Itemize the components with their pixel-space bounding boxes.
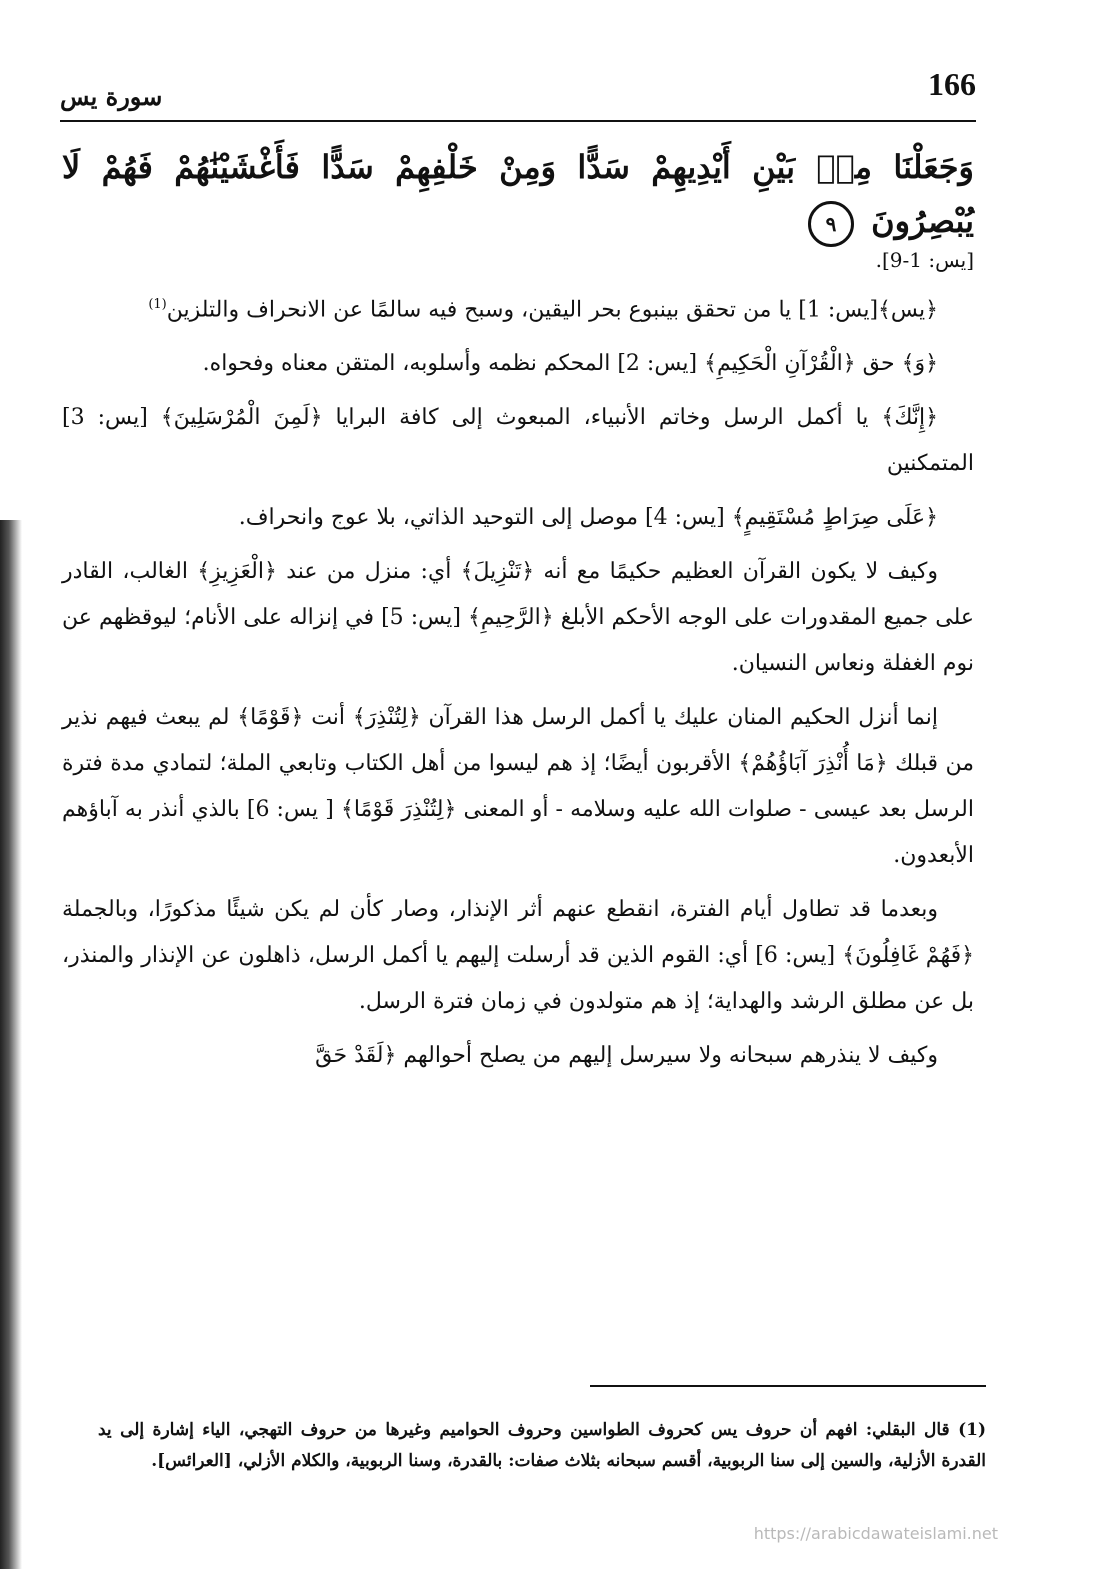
paragraph: وبعدما قد تطاول أيام الفترة، انقطع عنهم أثر الإنذار، وصار كأن لم يكن شيئًا مذكورًا، وبالجملة ﴿فَهُمْ غَافِلُونَ﴾ [يس: 6] أي: القوم الذين قد أرسلت إليهم يا أكمل الرسل، ذاهلون عن الإنذار والمنذر، بل عن مطلق الرشد والهداية؛ إذ هم متولدون في زمان فترة الرسل. <box>62 897 974 1015</box>
scan-shadow-edge <box>0 520 22 1569</box>
page-body <box>62 140 974 1087</box>
footnote-marker: (1) <box>148 297 167 312</box>
paragraph: ﴿وَ﴾ حق ﴿الْقُرْآنِ الْحَكِيمِ﴾ [يس: 2] المحكم نظمه وأسلوبه، المتقن معناه وفحواه. <box>202 351 938 377</box>
page-header <box>60 60 976 122</box>
verse-text: وَجَعَلْنَا مِنۢ بَيْنِ أَيْدِيهِمْ سَدًّا وَمِنْ خَلْفِهِمْ سَدًّا فَأَغْشَيْنَٰهُمْ فَهُمْ لَا يُبْصِرُونَ <box>62 148 974 240</box>
ayah-number-icon: ٩ <box>808 201 854 247</box>
quran-verse <box>62 140 974 248</box>
surah-title: سورة يس <box>60 82 163 111</box>
verse-reference: [يس: 1-9]. <box>875 248 974 272</box>
paragraph: ﴿إِنَّكَ﴾ يا أكمل الرسل وخاتم الأنبياء، المبعوث إلى كافة البرايا ﴿لَمِنَ الْمُرْسَلِينَ﴾ [يس: 3] المتمكنين <box>62 405 974 477</box>
paragraph: ﴿عَلَى صِرَاطٍ مُسْتَقِيمٍ﴾ [يس: 4] موصل إلى التوحيد الذاتي، بلا عوج وانحراف. <box>238 505 938 531</box>
paragraph: إنما أنزل الحكيم المنان عليك يا أكمل الرسل هذا القرآن ﴿لِتُنْذِرَ﴾ أنت ﴿قَوْمًا﴾ لم يبعث فيهم نذير من قبلك ﴿مَا أُنْذِرَ آبَاؤُهُمْ﴾ الأقربون أيضًا؛ إذ هم ليسوا من أهل الكتاب وتابعي الملة؛ لتمادي مدة فترة الرسل بعد عيسى - صلوات الله عليه وسلامه - أو المعنى ﴿لِتُنْذِرَ قَوْمًا﴾ [ يس: 6] بالذي أنذر به آباؤهم الأبعدون. <box>62 705 975 869</box>
paragraph: وكيف لا ينذرهم سبحانه ولا سيرسل إليهم من يصلح أحوالهم ﴿لَقَدْ حَقَّ <box>315 1043 938 1069</box>
footnote-divider <box>590 1385 986 1387</box>
footnote: (1) قال البقلي: افهم أن حروف يس كحروف الطواسين وحروف الحواميم وغيرها من حروف التهجي، الياء إشارة إلى يد القدرة الأزلية، والسين إلى سنا الربوبية، أقسم سبحانه بثلاث صفات: بالقدرة، وسنا الربوبية، والكلام الأزلي، [العرائس]. <box>98 1420 986 1471</box>
watermark-url: https://arabicdawateislami.net <box>753 1524 998 1543</box>
paragraph <box>62 282 974 333</box>
page-number: 166 <box>928 66 976 102</box>
paragraph-text: ﴿يس﴾[يس: 1] يا من تحقق بينبوع بحر اليقين، وسبح فيه سالمًا عن الانحراف والتلزين <box>166 297 938 323</box>
paragraph: وكيف لا يكون القرآن العظيم حكيمًا مع أنه ﴿تَنْزِيلَ﴾ أي: منزل من عند ﴿الْعَزِيزِ﴾ الغالب، القادر على جميع المقدورات على الوجه الأحكم الأبلغ ﴿الرَّحِيمِ﴾ [يس: 5] في إنزاله على الأنام؛ ليوقظهم عن نوم الغفلة ونعاس النسيان. <box>62 559 975 677</box>
